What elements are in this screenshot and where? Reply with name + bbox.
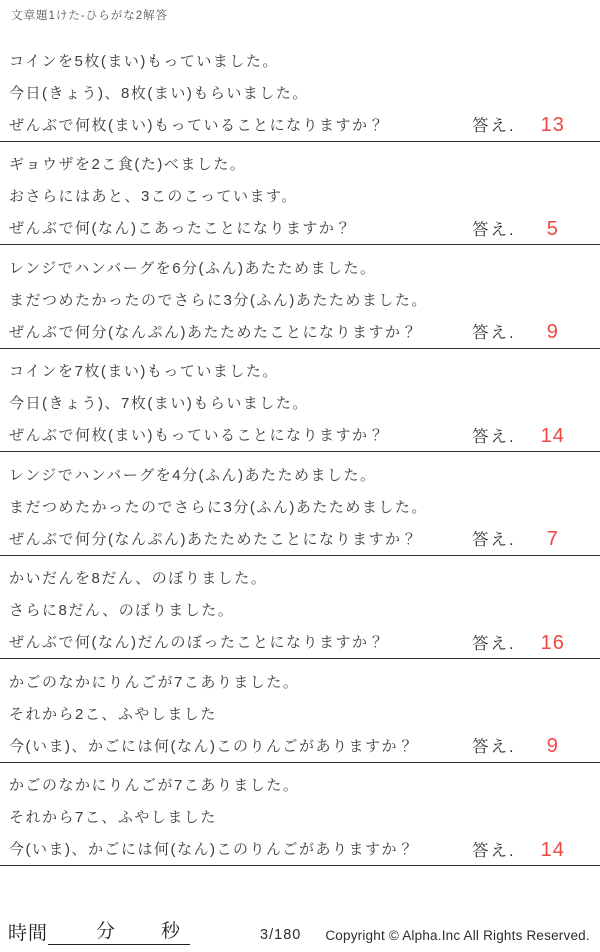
problem-line-1: ギョウザを2こ食(た)べました。 [9,156,247,174]
problem-list [0,38,600,866]
problem-line-1: かごのなかにりんごが7こありました。 [9,777,300,795]
footer [0,916,600,945]
problem-line-2: 今日(きょう)、7枚(まい)もらいました。 [9,395,309,413]
answer-label: 答え. [472,634,516,653]
answer-group [472,630,600,654]
problem-block-2 [0,142,600,246]
time-label: 時間 [8,923,49,944]
problem-line-1: かごのなかにりんごが7こありました。 [9,673,300,691]
answer-group [472,216,600,240]
problem-line-2: まだつめたかったのでさらに3分(ふん)あたためました。 [9,291,428,309]
problem-question: ぜんぶで何(なん)こあったことになりますか？ [9,220,352,238]
answer-label: 答え. [472,117,516,136]
problem-line-1: コインを5枚(まい)もっていました。 [9,52,279,70]
problem-block-3 [0,245,600,349]
answer-value: 16 [540,631,565,654]
answer-group [472,526,600,550]
answer-value: 13 [540,114,565,137]
answer-value: 14 [540,838,565,861]
problem-block-1 [0,38,600,142]
problem-line-1: レンジでハンバーグを4分(ふん)あたためました。 [9,466,377,484]
problem-question: 今(いま)、かごには何(なん)このりんごがありますか？ [9,841,415,859]
answer-label: 答え. [472,220,516,239]
time-entry-line [48,916,190,945]
problem-block-4 [0,349,600,453]
problem-question: ぜんぶで何分(なんぷん)あたためたことになりますか？ [9,323,418,341]
answer-group [472,733,600,757]
problem-line-1: コインを7枚(まい)もっていました。 [9,363,279,381]
problem-question: ぜんぶで何分(なんぷん)あたためたことになりますか？ [9,530,418,548]
answer-group [472,423,600,447]
problem-block-6 [0,556,600,660]
answer-value: 7 [546,528,559,551]
problem-line-1: かいだんを8だん、のぼりました。 [9,570,268,588]
answer-label: 答え. [472,427,516,446]
problem-block-8 [0,763,600,867]
answer-label: 答え. [472,841,516,860]
answer-group [472,837,600,861]
problem-block-5 [0,452,600,556]
answer-value: 9 [546,321,559,344]
copyright-notice: Copyright © Alpha.Inc All Rights Reserved. [325,928,590,943]
problem-line-2: 今日(きょう)、8枚(まい)もらいました。 [9,84,309,102]
seconds-label: 秒 [161,921,181,942]
problem-line-1: レンジでハンバーグを6分(ふん)あたためました。 [9,259,377,277]
answer-value: 9 [546,735,559,758]
answer-value: 5 [546,217,559,240]
page-number: 3/180 [260,927,302,943]
problem-question: ぜんぶで何枚(まい)もっていることになりますか？ [9,427,385,445]
problem-line-2: さらに8だん、のぼりました。 [9,602,235,620]
problem-question: ぜんぶで何(なん)だんのぼったことになりますか？ [9,634,385,652]
answer-label: 答え. [472,738,516,757]
answer-group [472,319,600,343]
problem-question: 今(いま)、かごには何(なん)このりんごがありますか？ [9,737,415,755]
problem-question: ぜんぶで何枚(まい)もっていることになりますか？ [9,116,385,134]
problem-line-2: おさらにはあと、3このこっています。 [9,188,298,206]
answer-label: 答え. [472,324,516,343]
problem-line-2: それから7こ、ふやしました [9,809,217,827]
answer-group [472,112,600,136]
answer-value: 14 [540,424,565,447]
answer-label: 答え. [472,531,516,550]
problem-line-2: まだつめたかったのでさらに3分(ふん)あたためました。 [9,498,428,516]
problem-line-2: それから2こ、ふやしました [9,705,217,723]
page-title: 文章題1けた-ひらがな2解答 [11,10,169,22]
problem-block-7 [0,659,600,763]
minutes-label: 分 [96,921,116,942]
